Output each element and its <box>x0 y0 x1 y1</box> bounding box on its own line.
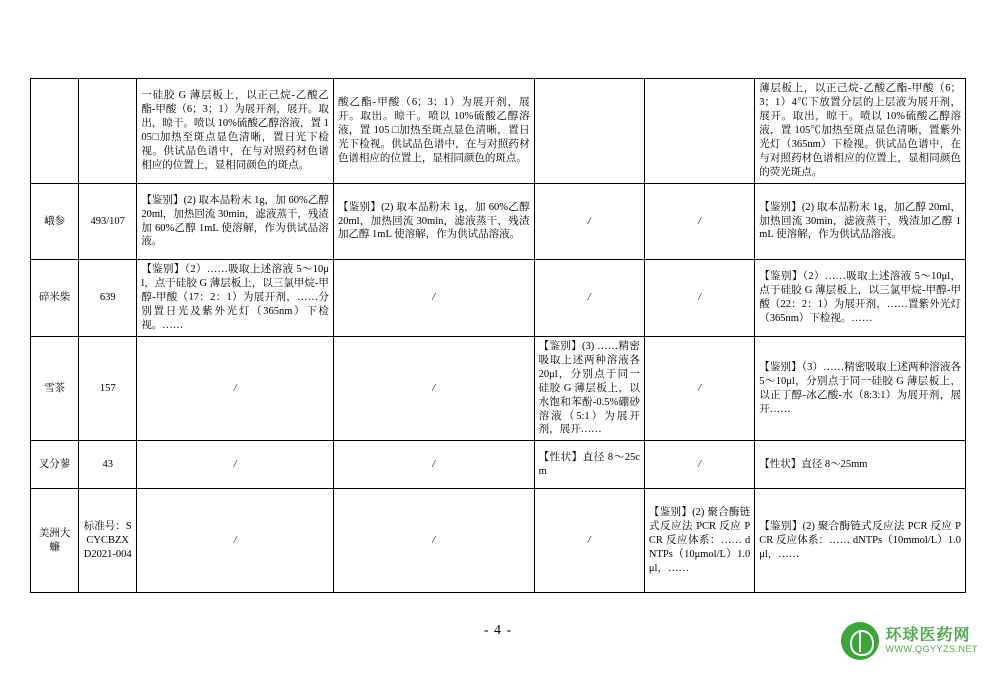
cell-col4: / <box>644 336 754 441</box>
cell-col5: 薄层板上，以正己烷-乙酸乙酯-甲酸（6；3；1）4℃下放置分层的上层液为展开剂，展开。取出，晾干。喷以 10%硫酸乙醇溶液，置 105℃加热至斑点显色清晰，置紫外光灯（365nm）下检视。供试品色谱中，在与对照药材色谱相应的位置上，显相同颜色的荧光斑点。 <box>755 79 966 184</box>
cell-col5: 【鉴别】（3）……精密吸取上述两种溶液各 5～10μl，分别点于同一硅胶 G 薄层板上，以正丁醇-冰乙酸-水（8:3:1）为展开剂，展开…… <box>755 336 966 441</box>
cell-name: 碎米柴 <box>31 260 79 337</box>
table-row <box>31 336 966 441</box>
cell-name: 叉分蓼 <box>31 441 79 489</box>
cell-col4 <box>644 79 754 184</box>
cell-col1: 一硅胶 G 薄层板上，以正己烷-乙酸乙酯-甲酸（6；3；1）为展开剂，展开。取出，晾干。喷以 10%硫酸乙醇溶液，置 105□加热至斑点显色清晰，置日光下检视。供试品色谱中，在与对照药材色谱相应的位置上，显相同颜色的斑点。 <box>137 79 334 184</box>
cell-col5: 【鉴别】（2）……吸取上述溶液 5～10μl，点于硅胶 G 薄层板上，以三氯甲烷-甲醇-甲酸（22：2：1）为展开剂，……置紫外光灯（365nm）下检视。…… <box>755 260 966 337</box>
cell-name <box>31 79 79 184</box>
table-row <box>31 260 966 337</box>
table-row <box>31 489 966 593</box>
watermark-title: 环球医药网 <box>885 627 971 645</box>
cell-col1: 【鉴别】(2) 取本品粉末 1g，加 60%乙醇 20ml，加热回流 30min，滤液蒸干，残渣加 60%乙醇 1mL 使溶解，作为供试品溶液。 <box>137 184 334 260</box>
cell-col2: / <box>333 336 534 441</box>
watermark-url: WWW.QGYYZS.NET <box>885 643 978 654</box>
cell-number: 639 <box>79 260 137 337</box>
cell-col3: / <box>534 184 644 260</box>
cell-name: 美洲大蠊 <box>31 489 79 593</box>
cell-col3: 【鉴别】(3) ……精密吸取上述两种溶液各 20μl，分别点于同一硅胶 G 薄层板上，以水饱和苯酚-0.5%硼砂溶液（5:1）为展开剂，展开…… <box>534 336 644 441</box>
cell-col2: 酸乙酯-甲酸（6；3；1）为展开剂，展开。取出。晾干。喷以 10%硫酸乙醇溶液，置 105 □加热至斑点显色清晰，置日光下检视。供试品色谱中，在与对照药材色谱相应的位置上，显相同颜色的斑点。 <box>333 79 534 184</box>
watermark-text <box>886 627 979 654</box>
leaf-logo-icon <box>841 622 879 660</box>
cell-number: 标准号：SCYCBZXD2021-004 <box>79 489 137 593</box>
cell-col2: / <box>333 260 534 337</box>
cell-col4: / <box>644 184 754 260</box>
cell-number: 493/107 <box>79 184 137 260</box>
cell-col1: / <box>137 489 334 593</box>
cell-name: 雪茶 <box>31 336 79 441</box>
cell-col3: / <box>534 260 644 337</box>
cell-col5: 【鉴别】(2) 取本品粉末 1g，加乙醇 20ml，加热回流 30min，滤液蒸干，残渣加乙醇 1mL 使溶解，作为供试品溶液。 <box>755 184 966 260</box>
cell-col1: 【鉴别】（2）……吸取上述溶液 5～10μl，点于硅胶 G 薄层板上，以三氯甲烷-甲醇-甲酸（17：2：1）为展开剂，……分别置日光及紫外光灯（365nm）下检视。…… <box>137 260 334 337</box>
cell-col4: / <box>644 441 754 489</box>
cell-col3: / <box>534 489 644 593</box>
cell-col1: / <box>137 441 334 489</box>
table-row <box>31 441 966 489</box>
cell-col2: / <box>333 489 534 593</box>
table-row <box>31 184 966 260</box>
cell-col3: 【性状】直径 8～25cm <box>534 441 644 489</box>
cell-col3 <box>534 79 644 184</box>
cell-col4: 【鉴别】(2) 聚合酶链式反应法 PCR 反应 PCR 反应体系：…… dNTPs（10μmol/L）1.0μl，…… <box>644 489 754 593</box>
cell-number <box>79 79 137 184</box>
page-number: - 4 - <box>483 623 513 638</box>
cell-name: 峨参 <box>31 184 79 260</box>
comparison-table <box>30 78 966 593</box>
cell-col1: / <box>137 336 334 441</box>
cell-number: 43 <box>79 441 137 489</box>
watermark <box>841 622 979 660</box>
cell-col4: / <box>644 260 754 337</box>
cell-number: 157 <box>79 336 137 441</box>
cell-col5: 【鉴别】(2) 聚合酶链式反应法 PCR 反应 PCR 反应体系：…… dNTPs（10mmol/L）1.0μl，…… <box>755 489 966 593</box>
cell-col5: 【性状】直径 8～25mm <box>755 441 966 489</box>
cell-col2: / <box>333 441 534 489</box>
cell-col2: 【鉴别】(2) 取本品粉末 1g，加 60%乙醇 20ml，加热回流 30min，滤液蒸干，残渣加乙醇 1mL 使溶解，作为供试品溶液。 <box>333 184 534 260</box>
table-row <box>31 79 966 184</box>
